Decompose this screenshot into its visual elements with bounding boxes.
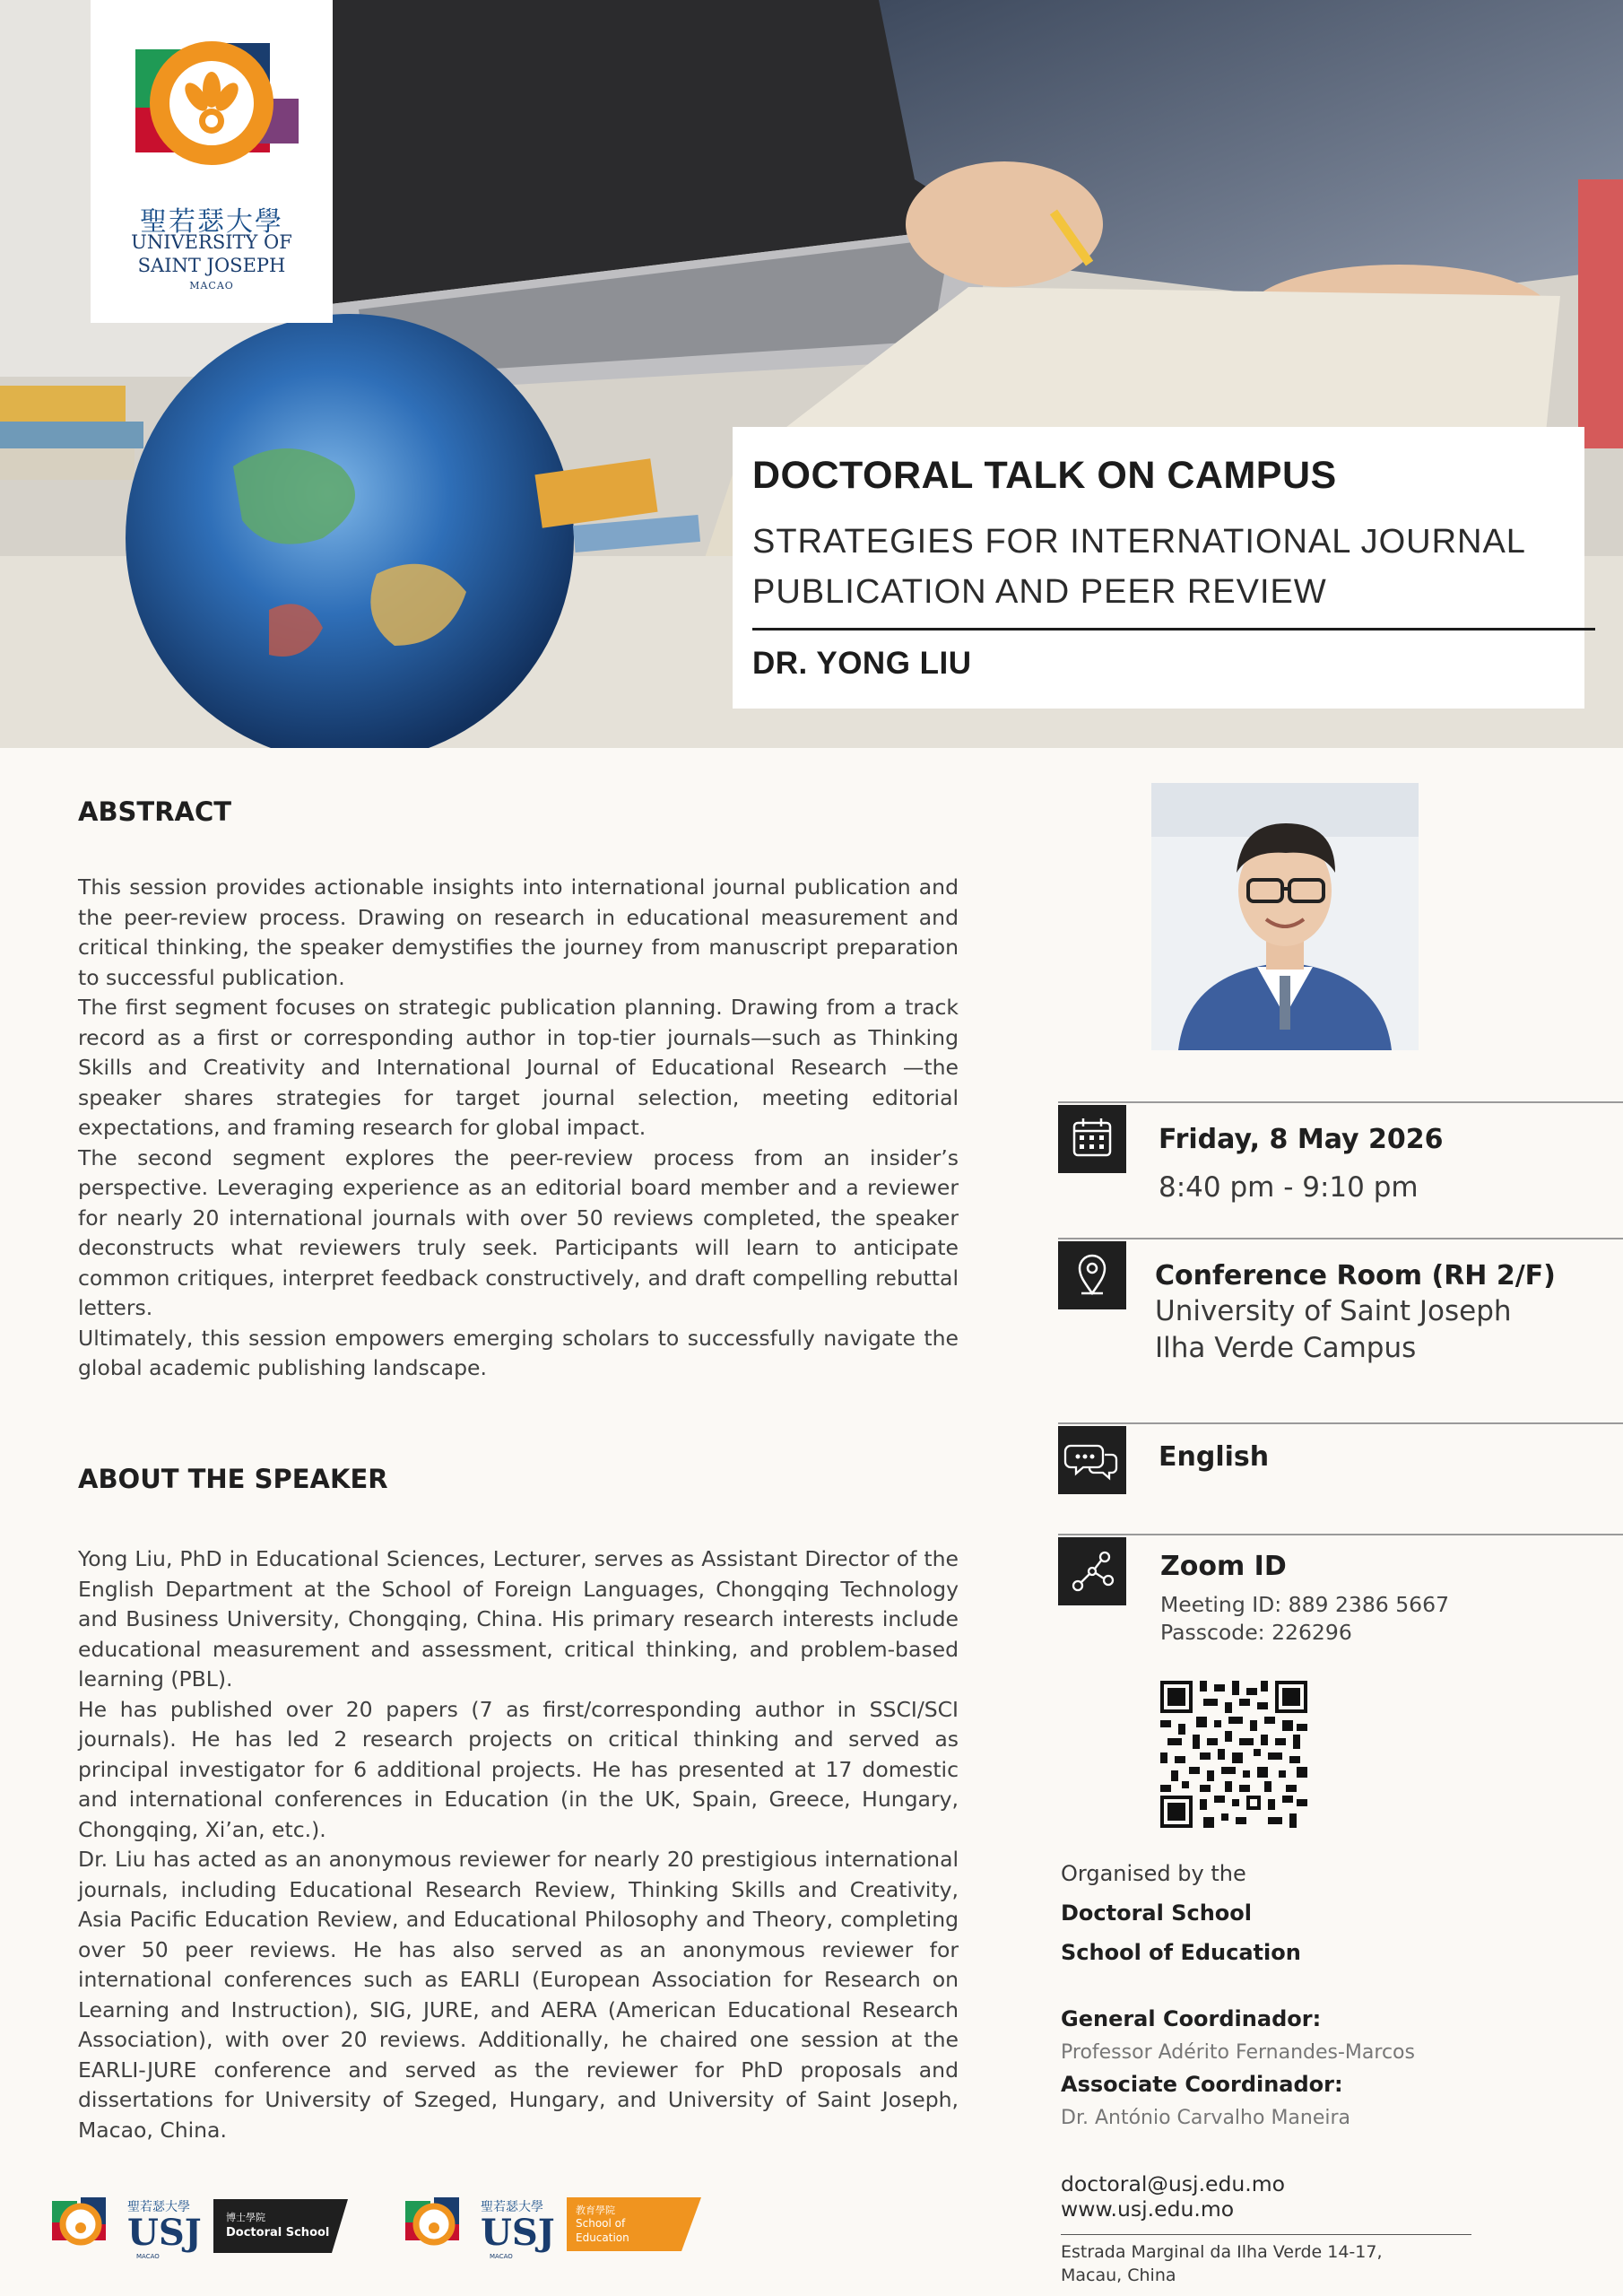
logo-line-2: SAINT JOSEPH (137, 255, 286, 276)
usj-emblem-small-icon (47, 2192, 118, 2257)
abstract-paragraph: The second segment explores the peer-review process from an insider’s perspective. Leveraging experience as an editorial board member and a reviewer for nearly 20 international journals with over 50 reviews completed, the speaker deconstructs what reviewers truly seek. Participants will learn to anticipate common critiques, interpret feedback constructively, and draft compelling rebuttal letters. (78, 1144, 959, 1320)
venue-divider (1058, 1238, 1623, 1239)
zoom-qr-code[interactable] (1160, 1681, 1307, 1828)
usj-emblem-small-icon (400, 2192, 472, 2257)
logo-line-3: MACAO (189, 280, 234, 291)
speaker-portrait (1151, 783, 1419, 1050)
zoom-divider (1058, 1534, 1623, 1535)
footer-usj-text: USJ (127, 2212, 202, 2254)
language-divider (1058, 1422, 1623, 1424)
organiser-unit-2: School of Education (1061, 1940, 1301, 1965)
education-en-1: School of (576, 2217, 626, 2230)
speaker-photo (1151, 783, 1419, 1050)
general-coordinator-name: Professor Adérito Fernandes-Marcos (1061, 2041, 1415, 2064)
zoom-meeting-id[interactable]: Meeting ID: 889 2386 5667 (1160, 1592, 1450, 1617)
usj-logo (91, 0, 333, 323)
speaker-paragraph: Yong Liu, PhD in Educational Sciences, Lecturer, serves as Assistant Director of the English Department at the School of Foreign Languages, Chongqing Technology and Business University, Chongqing, China. His primary research interests include educational measurement and assessment, critical thinking, and problem-based learning (PBL). (78, 1546, 959, 1692)
associate-coordinator-label: Associate Coordinador: (1061, 2072, 1343, 2097)
network-icon (1058, 1537, 1126, 1605)
address-line-1: Estrada Marginal da Ilha Verde 14-17, (1061, 2242, 1383, 2262)
title-panel (733, 427, 1584, 709)
organised-by-label: Organised by the (1061, 1861, 1246, 1886)
event-subtitle: STRATEGIES FOR INTERNATIONAL JOURNAL PUBLICATION AND PEER REVIEW (752, 523, 1525, 611)
general-coordinator-label: General Coordinador: (1061, 2006, 1322, 2031)
footer-logo-school-of-education (400, 2192, 714, 2260)
doctoral-school-en: Doctoral School (226, 2226, 330, 2239)
speaker-heading: ABOUT THE SPEAKER (78, 1464, 388, 1494)
abstract-paragraph: Ultimately, this session empowers emerging scholars to successfully navigate the global academic publishing landscape. (78, 1325, 959, 1380)
speaker-body (78, 1544, 959, 2145)
footer-macao-text: MACAO (136, 2253, 160, 2260)
location-pin-icon (1058, 1241, 1126, 1309)
venue-title: Conference Room (RH 2/F) (1155, 1260, 1556, 1292)
associate-coordinator-name: Dr. António Carvalho Maneira (1061, 2107, 1351, 2129)
contact-email[interactable]: doctoral@usj.edu.mo (1061, 2171, 1286, 2196)
hero-banner (0, 0, 1623, 748)
address-line-2: Macau, China (1061, 2266, 1176, 2285)
logo-line-1: UNIVERSITY OF (131, 231, 292, 253)
usj-emblem-icon (91, 0, 333, 197)
event-time: 8:40 pm - 9:10 pm (1159, 1171, 1419, 1204)
title-divider (752, 628, 1595, 631)
event-heading: DOCTORAL TALK ON CAMPUS (752, 454, 1337, 497)
footer-logo-doctoral-school (47, 2192, 352, 2260)
contact-website[interactable]: www.usj.edu.mo (1061, 2196, 1235, 2222)
doctoral-school-cn: 博士學院 (226, 2212, 265, 2223)
abstract-paragraph: The first segment focuses on strategic publication planning. Drawing from a track record as a first or corresponding author in top-tier journals—such as Thinking Skills and Creativity and International Journal of Educational Research —the speaker shares strategies for target journal selection, meeting editorial expectations, and framing research for global impact. (78, 995, 959, 1140)
speaker-name: DR. YONG LIU (752, 646, 972, 681)
education-en-2: Education (576, 2231, 629, 2244)
footer-cn-name: 聖若瑟大學 (127, 2200, 190, 2214)
date-divider (1058, 1101, 1623, 1103)
abstract-paragraph: This session provides actionable insights into international journal publication and the peer-review process. Drawing on research in educational measurement and critical thinking, the speaker demystifies the journey from manuscript preparation to successful publication. (78, 874, 959, 990)
doctoral-school-tag (213, 2199, 348, 2253)
speaker-paragraph: Dr. Liu has acted as an anonymous reviewer for nearly 20 prestigious international journals, including Educational Research Review, Thinking Skills and Creativity, Asia Pacific Education Review, and Educational Philosophy and Theory, completing over 50 peer reviews. He has also served as an anonymous reviewer for international conferences such as EARLI (European Association for Research on Learning and Instruction), SIG, JURE, and AERA (American Educational Research Association), with over 20 reviews. Additionally, he chaired one session at the EARLI-JURE conference and served as the reviewer for PhD proposals and dissertations for University of Szeged, Hungary, and University of Saint Joseph, Macao, China. (78, 1847, 959, 2143)
zoom-passcode[interactable]: Passcode: 226296 (1160, 1620, 1352, 1645)
venue-line-1: University of Saint Joseph (1155, 1295, 1512, 1327)
speaker-paragraph: He has published over 20 papers (7 as first/corresponding author in SSCI/SCI journals). He has led 2 research projects on critical thinking and served as principal investigator for 6 additional projects. He has presented at 17 domestic and international conferences in Education (in the UK, Spain, Greece, Hungary, Chongqing, Xi’an, etc.). (78, 1696, 959, 1842)
abstract-heading: ABSTRACT (78, 796, 232, 827)
speech-bubble-icon (1058, 1426, 1126, 1494)
logo-chinese-name: 聖若瑟大學 (140, 206, 283, 238)
zoom-title: Zoom ID (1160, 1551, 1287, 1582)
address-divider (1061, 2234, 1471, 2235)
footer-macao-text: MACAO (490, 2253, 513, 2260)
footer-cn-name: 聖若瑟大學 (481, 2200, 543, 2214)
footer-usj-text: USJ (481, 2212, 555, 2254)
event-date: Friday, 8 May 2026 (1159, 1124, 1444, 1155)
education-cn: 教育學院 (576, 2205, 615, 2216)
organiser-unit-1: Doctoral School (1061, 1900, 1253, 1926)
abstract-body (78, 873, 959, 1384)
venue-line-2: Ilha Verde Campus (1155, 1332, 1417, 1364)
calendar-icon (1058, 1105, 1126, 1173)
school-of-education-tag (567, 2197, 701, 2251)
event-language: English (1159, 1441, 1270, 1473)
